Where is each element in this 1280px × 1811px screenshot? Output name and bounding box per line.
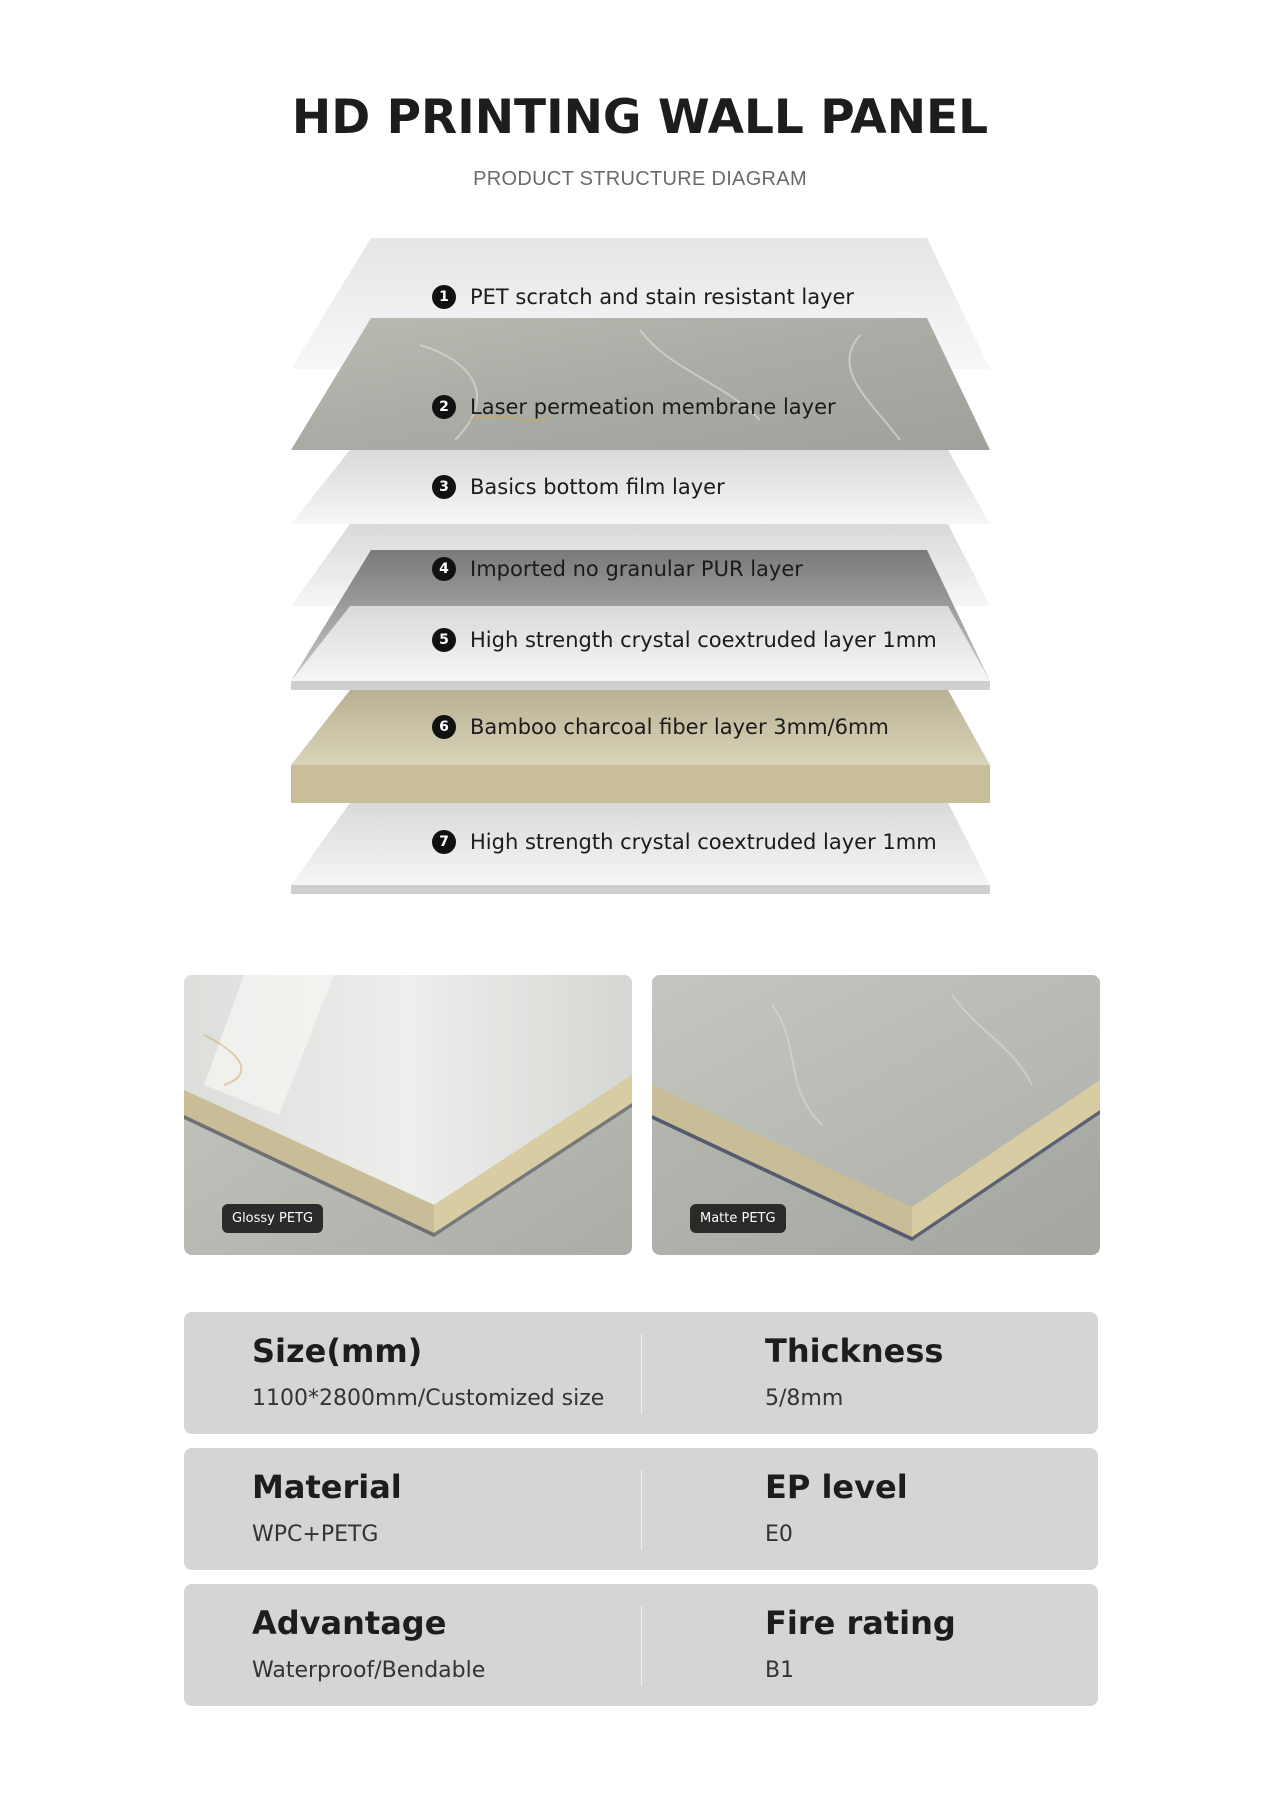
layer-label-2: [432, 392, 836, 422]
spec-value-fire-rating: B1: [765, 1658, 795, 1683]
layer-2-shape: [291, 318, 990, 450]
photo-tag-matte: Matte PETG: [690, 1204, 786, 1233]
spec-value-advantage: Waterproof/Bendable: [252, 1658, 486, 1683]
layer-text-4: Imported no granular PUR layer: [470, 557, 803, 581]
layer-label-4: [432, 554, 803, 584]
layer-number-5: 5: [432, 628, 456, 652]
spec-row-advantage: [184, 1584, 1098, 1706]
page-title: HD PRINTING WALL PANEL: [291, 90, 989, 145]
spec-value-thickness: 5/8mm: [765, 1386, 844, 1411]
layer-number-3: 3: [432, 475, 456, 499]
spec-divider: [641, 1606, 642, 1686]
layer-text-7: High strength crystal coextruded layer 1mm: [470, 830, 937, 854]
page-subtitle: PRODUCT STRUCTURE DIAGRAM: [473, 168, 807, 190]
spec-row-material: [184, 1448, 1098, 1570]
layer-number-7: 7: [432, 830, 456, 854]
layer-number-1: 1: [432, 285, 456, 309]
spec-label-ep-level: EP level: [765, 1468, 908, 1506]
layer-label-5: [432, 625, 937, 655]
layer-text-2: Laser permeation membrane layer: [470, 395, 836, 419]
spec-divider: [641, 1470, 642, 1550]
spec-label-material: Material: [252, 1468, 402, 1506]
layer-number-4: 4: [432, 557, 456, 581]
layer-number-6: 6: [432, 715, 456, 739]
layer-text-1: PET scratch and stain resistant layer: [470, 285, 855, 309]
spec-label-advantage: Advantage: [252, 1604, 447, 1642]
spec-row-size: [184, 1312, 1098, 1434]
spec-value-material: WPC+PETG: [252, 1522, 379, 1547]
layer-label-6: [432, 712, 889, 742]
layer-text-5: High strength crystal coextruded layer 1mm: [470, 628, 937, 652]
spec-divider: [641, 1334, 642, 1414]
spec-value-ep-level: E0: [765, 1522, 793, 1547]
layer-number-2: 2: [432, 395, 456, 419]
spec-label-thickness: Thickness: [765, 1332, 944, 1370]
spec-label-size: Size(mm): [252, 1332, 423, 1370]
layer-label-7: [432, 827, 937, 857]
spec-label-fire-rating: Fire rating: [765, 1604, 956, 1642]
layer-label-1: [432, 282, 854, 312]
layer-text-6: Bamboo charcoal fiber layer 3mm/6mm: [470, 715, 889, 739]
matte-petg-photo: [652, 975, 1100, 1255]
layer-label-3: [432, 472, 725, 502]
photo-tag-glossy: Glossy PETG: [222, 1204, 323, 1233]
glossy-petg-photo: [184, 975, 632, 1255]
layer-text-3: Basics bottom film layer: [470, 475, 725, 499]
spec-value-size: 1100*2800mm/Customized size: [252, 1386, 605, 1411]
